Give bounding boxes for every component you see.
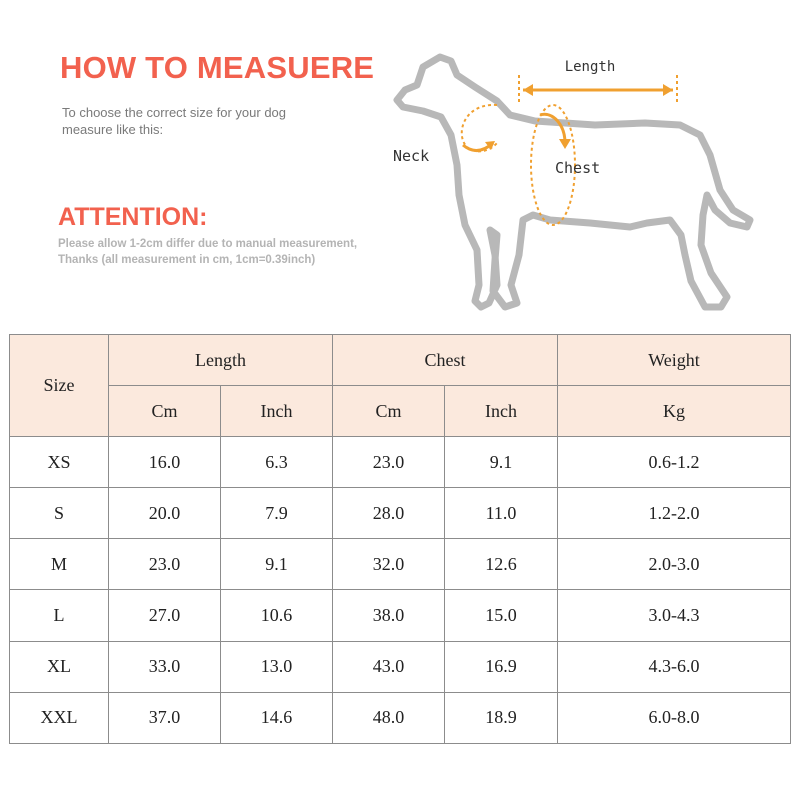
dog-measurement-diagram xyxy=(385,45,760,335)
length-inch-cell: 9.1 xyxy=(221,539,333,590)
size-cell: XL xyxy=(10,641,109,692)
chest-label: Chest xyxy=(555,159,601,177)
table-row xyxy=(10,488,791,539)
chest-inch-cell: 15.0 xyxy=(445,590,558,641)
table-row xyxy=(10,539,791,590)
table-row xyxy=(10,641,791,692)
attention-note xyxy=(58,236,418,268)
attention-heading: ATTENTION: xyxy=(58,203,208,231)
size-chart-table xyxy=(9,334,791,744)
length-inch-cell: 14.6 xyxy=(221,692,333,743)
chest-inch-cell: 18.9 xyxy=(445,692,558,743)
length-cm-cell: 27.0 xyxy=(109,590,221,641)
instructions-line-2: measure like this: xyxy=(62,122,164,137)
chest-inch-cell: 16.9 xyxy=(445,641,558,692)
chest-cm-cell: 23.0 xyxy=(333,437,445,488)
size-cell: S xyxy=(10,488,109,539)
weight-cell: 3.0-4.3 xyxy=(558,590,791,641)
dog-outline xyxy=(397,57,750,307)
chest-arrowhead xyxy=(559,139,571,149)
chest-inch-cell: 9.1 xyxy=(445,437,558,488)
weight-kg-header: Kg xyxy=(558,386,791,437)
table-row xyxy=(10,590,791,641)
size-cell: M xyxy=(10,539,109,590)
page-title: HOW TO MEASUERE xyxy=(60,50,375,85)
length-cm-cell: 16.0 xyxy=(109,437,221,488)
note-line-2: Thanks (all measurement in cm, 1cm=0.39inch) xyxy=(58,254,316,266)
weight-cell: 1.2-2.0 xyxy=(558,488,791,539)
chest-cm-cell: 38.0 xyxy=(333,590,445,641)
chest-cm-cell: 32.0 xyxy=(333,539,445,590)
note-line-1: Please allow 1-2cm differ due to manual measurement, xyxy=(58,238,358,250)
length-arrowhead-right xyxy=(663,84,673,96)
length-arrowhead-left xyxy=(523,84,533,96)
length-label: Length xyxy=(564,59,616,75)
weight-cell: 4.3-6.0 xyxy=(558,641,791,692)
length-cm-cell: 23.0 xyxy=(109,539,221,590)
size-header: Size xyxy=(10,335,109,437)
weight-cell: 0.6-1.2 xyxy=(558,437,791,488)
instructions-line-1: To choose the correct size for your dog xyxy=(62,105,287,120)
table-row xyxy=(10,692,791,743)
weight-cell: 6.0-8.0 xyxy=(558,692,791,743)
length-cm-cell: 20.0 xyxy=(109,488,221,539)
length-cm-header: Cm xyxy=(109,386,221,437)
chest-inch-header: Inch xyxy=(445,386,558,437)
chest-cm-header: Cm xyxy=(333,386,445,437)
chest-header: Chest xyxy=(333,335,558,386)
length-inch-cell: 10.6 xyxy=(221,590,333,641)
neck-label: Neck xyxy=(393,147,430,165)
size-cell: L xyxy=(10,590,109,641)
length-inch-header: Inch xyxy=(221,386,333,437)
weight-cell: 2.0-3.0 xyxy=(558,539,791,590)
chest-inch-cell: 11.0 xyxy=(445,488,558,539)
size-cell: XS xyxy=(10,437,109,488)
length-inch-cell: 13.0 xyxy=(221,641,333,692)
length-inch-cell: 6.3 xyxy=(221,437,333,488)
table-row xyxy=(10,437,791,488)
chest-cm-cell: 43.0 xyxy=(333,641,445,692)
instructions-text xyxy=(62,104,382,138)
chest-cm-cell: 28.0 xyxy=(333,488,445,539)
length-cm-cell: 37.0 xyxy=(109,692,221,743)
length-cm-cell: 33.0 xyxy=(109,641,221,692)
size-cell: XXL xyxy=(10,692,109,743)
chest-inch-cell: 12.6 xyxy=(445,539,558,590)
length-header: Length xyxy=(109,335,333,386)
chest-cm-cell: 48.0 xyxy=(333,692,445,743)
length-inch-cell: 7.9 xyxy=(221,488,333,539)
weight-header: Weight xyxy=(558,335,791,386)
